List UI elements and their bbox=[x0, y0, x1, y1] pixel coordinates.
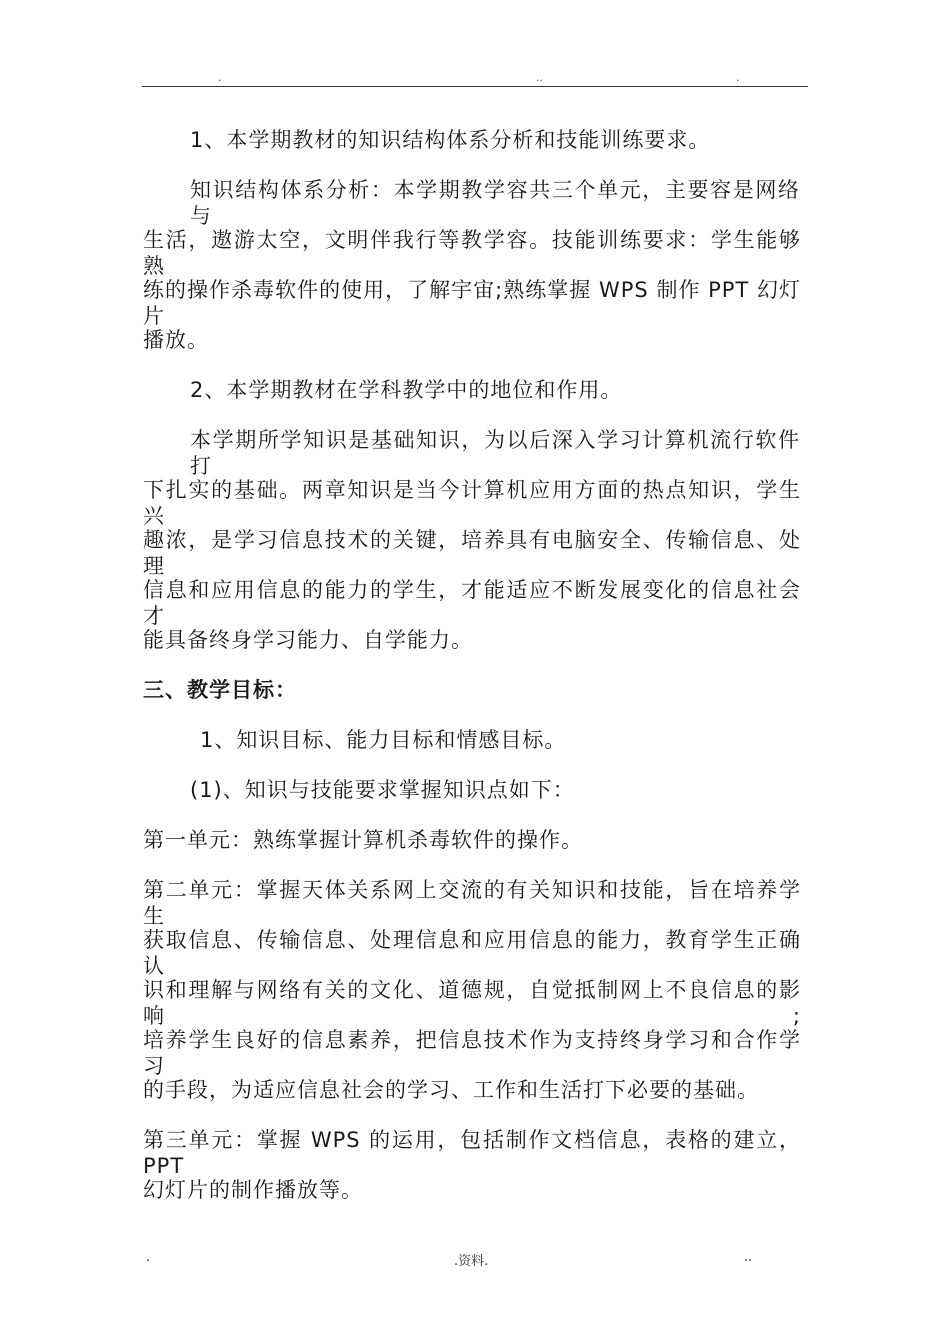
paragraph-line: 知识结构体系分析：本学期教学容共三个单元，主要容是网络与 bbox=[190, 178, 800, 228]
paragraph-line: 趣浓，是学习信息技术的关键，培养具有电脑安全、传输信息、处理 bbox=[143, 528, 801, 578]
paragraph-line: 本学期所学知识是基础知识，为以后深入学习计算机流行软件打 bbox=[190, 428, 800, 478]
paragraph-line: 信息和应用信息的能力的学生，才能适应不断发展变化的信息社会才 bbox=[143, 578, 801, 628]
paragraph-line: 生活，遨游太空，文明伴我行等教学容。技能训练要求：学生能够熟 bbox=[143, 228, 801, 278]
paragraph-line: 培养学生良好的信息素养，把信息技术作为支持终身学习和合作学习 bbox=[143, 1028, 801, 1078]
unit-line: 第三单元：掌握 WPS 的运用，包括制作文档信息，表格的建立，PPT bbox=[143, 1128, 801, 1178]
header-rule bbox=[142, 86, 808, 87]
paragraph-line: 的手段，为适应信息社会的学习、工作和生活打下必要的基础。 bbox=[143, 1078, 759, 1102]
header-dot-mid: .. bbox=[536, 71, 543, 84]
paragraph-line: 播放。 bbox=[143, 328, 209, 352]
paragraph-line: 练的操作杀毒软件的使用，了解宇宙;熟练掌握 WPS 制作 PPT 幻灯片 bbox=[143, 278, 801, 328]
footer-dot-right: .. bbox=[744, 1250, 753, 1265]
subsection-heading: (1)、知识与技能要求掌握知识点如下： bbox=[190, 778, 575, 802]
paragraph-line: 获取信息、传输信息、处理信息和应用信息的能力，教育学生正确认 bbox=[143, 928, 801, 978]
section-heading: 1、本学期教材的知识结构体系分析和技能训练要求。 bbox=[190, 128, 711, 152]
unit-line: 第二单元：掌握天体关系网上交流的有关知识和技能，旨在培养学生 bbox=[143, 878, 801, 928]
header-dot-left: . bbox=[218, 71, 222, 84]
chapter-heading: 三、教学目标： bbox=[143, 678, 297, 702]
footer-dot-left: . bbox=[146, 1250, 151, 1265]
unit-line: 第一单元：熟练掌握计算机杀毒软件的操作。 bbox=[143, 828, 583, 852]
paragraph-line: 幻灯片的制作播放等。 bbox=[143, 1178, 363, 1202]
paragraph-line: 能具备终身学习能力、自学能力。 bbox=[143, 628, 473, 652]
paragraph-line: 下扎实的基础。两章知识是当今计算机应用方面的热点知识，学生兴 bbox=[143, 478, 801, 528]
section-heading: 2、本学期教材在学科教学中的地位和作用。 bbox=[190, 378, 623, 402]
subsection-heading: 1、知识目标、能力目标和情感目标。 bbox=[200, 728, 567, 752]
paragraph-line: 识和理解与网络有关的文化、道德规，自觉抵制网上不良信息的影响; bbox=[143, 978, 801, 1028]
header-dot-right: . bbox=[736, 71, 740, 84]
footer-label: .资料. bbox=[454, 1254, 489, 1269]
